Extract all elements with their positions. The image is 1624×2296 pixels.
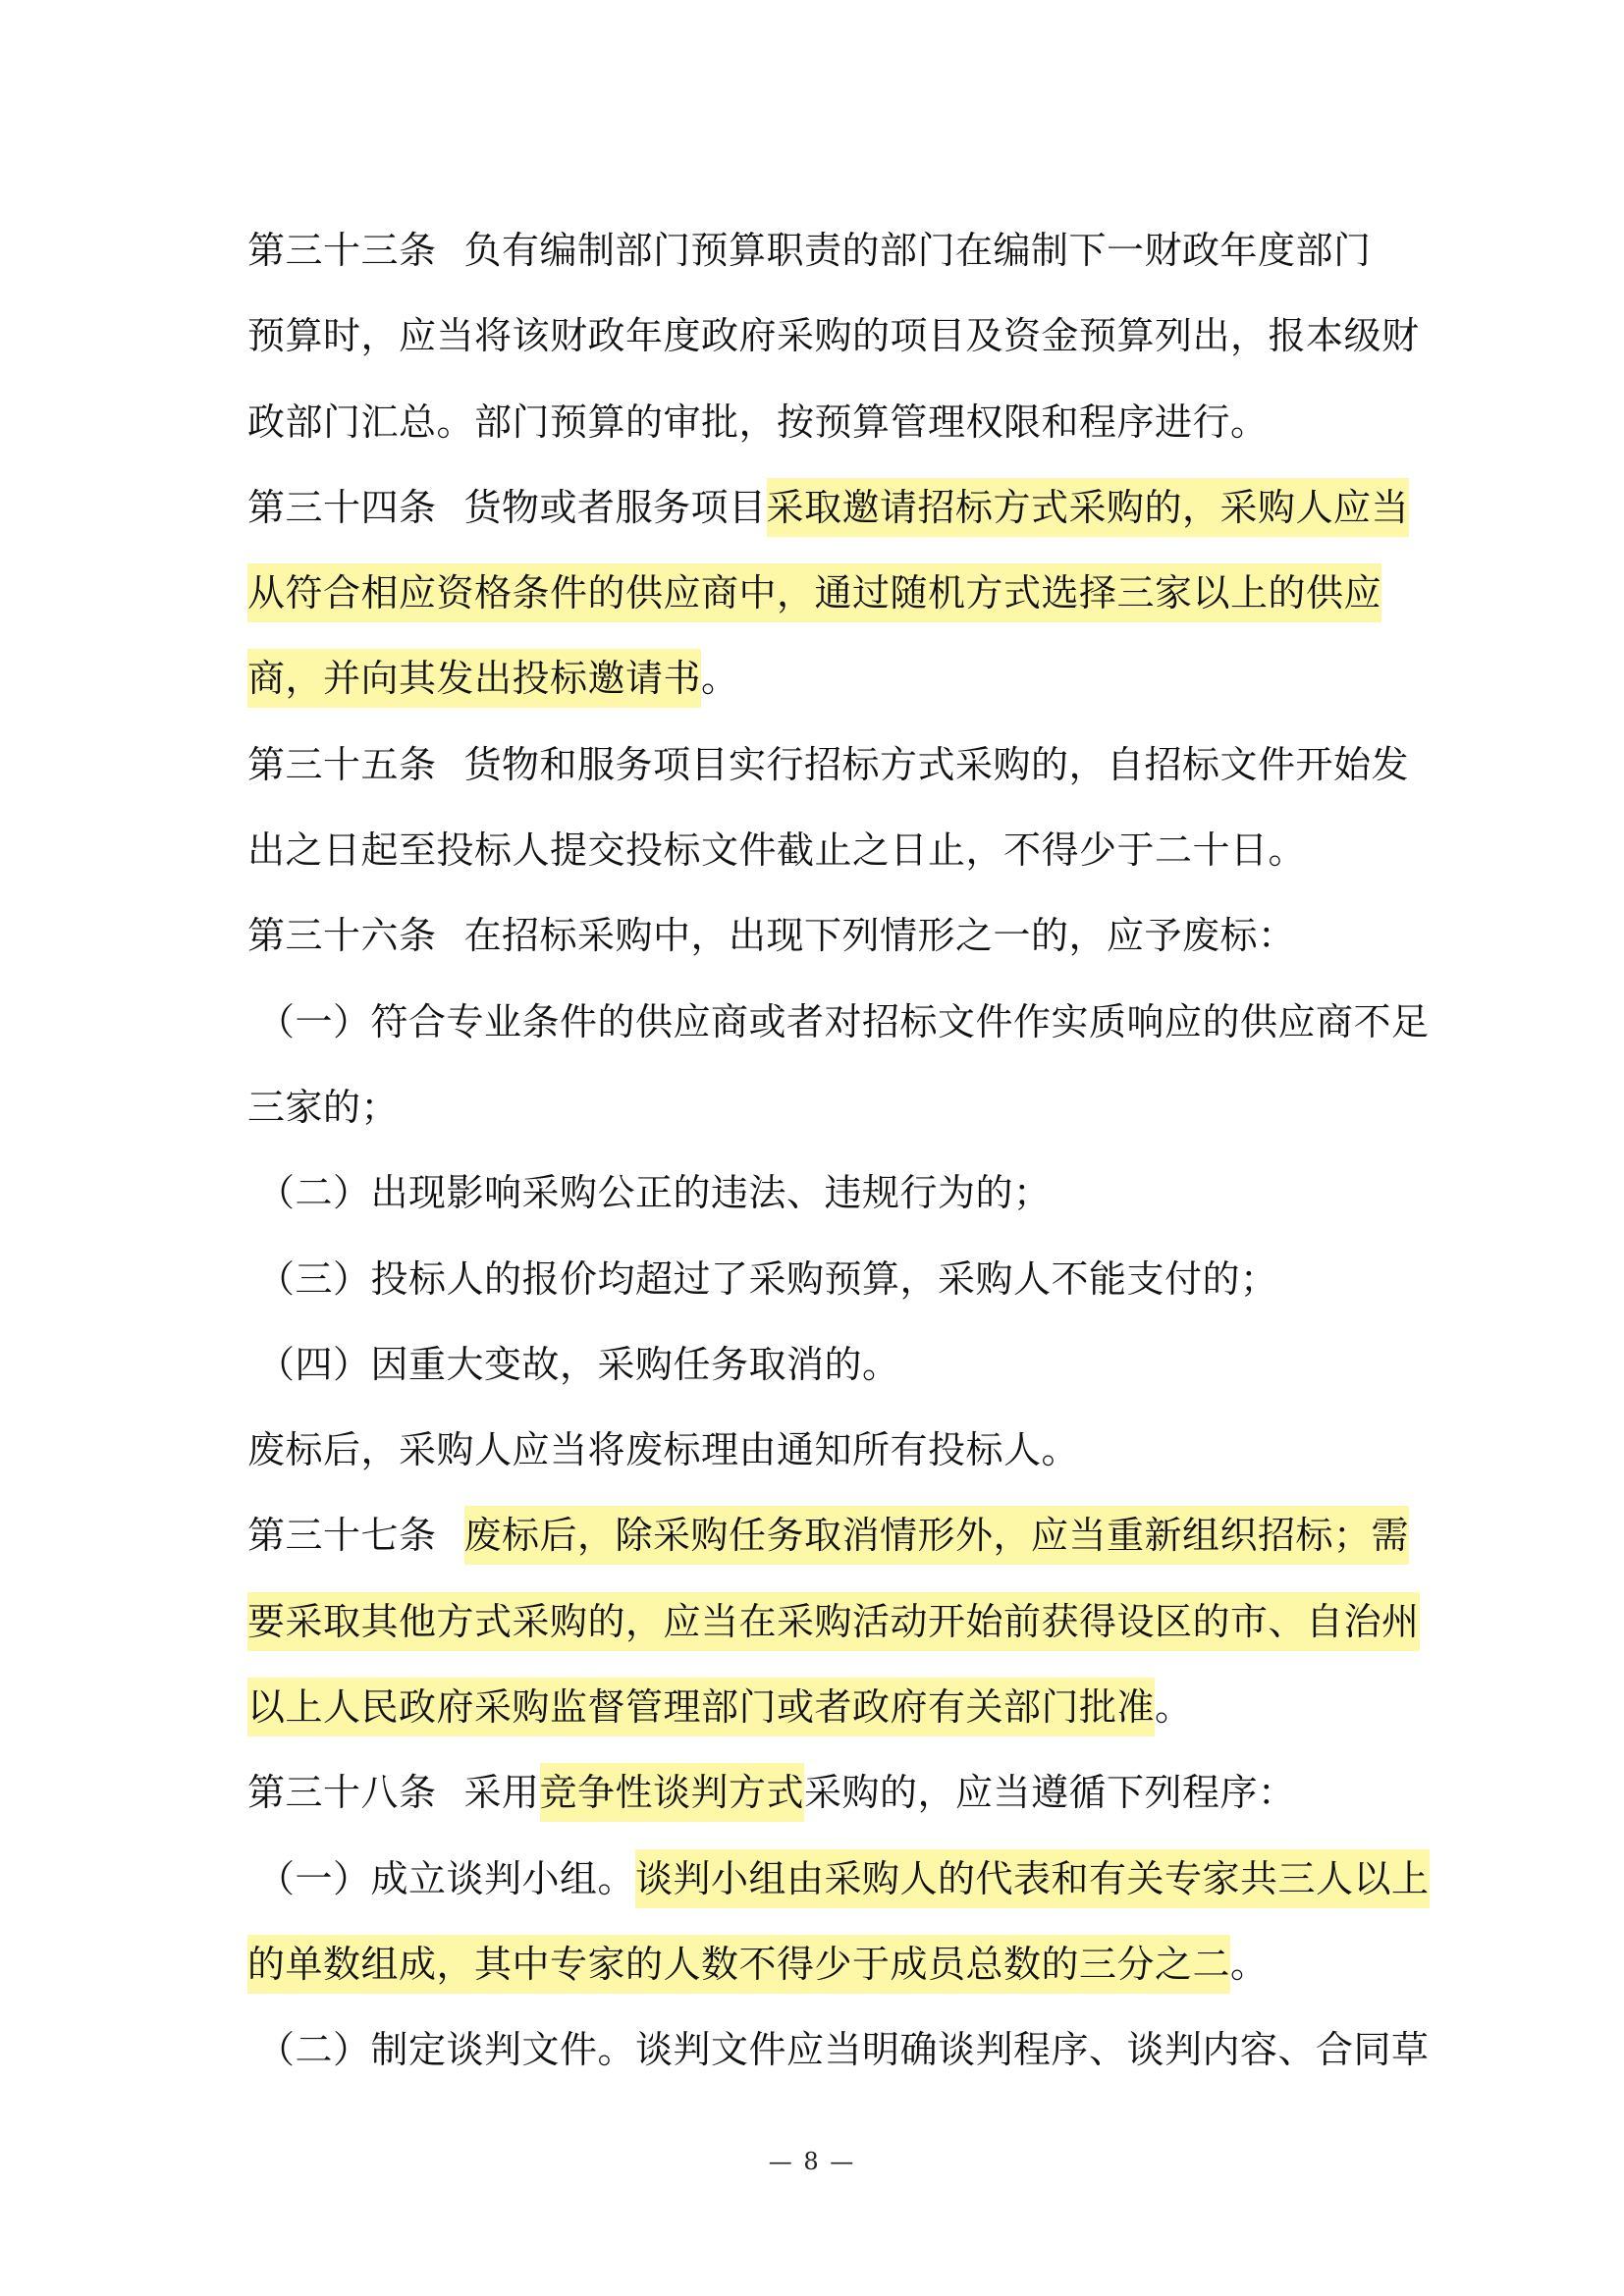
text-segment: 预算时，应当将该财政年度政府采购的项目及资金预算列出，报本级财 <box>247 314 1420 358</box>
text-segment: （四）因重大变故，采购任务取消的。 <box>257 1342 900 1386</box>
text-line <box>247 294 1420 379</box>
text-segment: （二）制定谈判文件。谈判文件应当明确谈判程序、谈判内容、合同草 <box>257 2028 1430 2072</box>
text-segment: 第三十六条 <box>247 914 437 958</box>
text-line <box>247 551 1396 636</box>
text-segment: 出之日起至投标人提交投标文件截止之日止，不得少于二十日。 <box>247 828 1307 873</box>
text-segment: 三家的； <box>247 1085 400 1129</box>
text-segment: （三）投标人的报价均超过了采购预算，采购人不能支付的； <box>257 1256 1278 1301</box>
text-segment: 第三十四条 <box>247 485 437 529</box>
text-line <box>247 1065 1396 1150</box>
text-line <box>247 1408 1396 1493</box>
text-segment: 第三十七条 <box>247 1514 437 1558</box>
text-line <box>247 1322 1396 1408</box>
text-segment: 第三十八条 <box>247 1771 437 1815</box>
text-line <box>247 1237 1396 1322</box>
document-body <box>247 208 1430 2094</box>
text-line <box>247 465 1410 551</box>
highlighted-text: 谈判小组由采购人的代表和有关专家共三人以上 <box>635 1849 1430 1908</box>
text-segment: 负有编制部门预算职责的部门在编制下一财政年度部门 <box>463 229 1372 272</box>
text-line <box>247 2007 1430 2093</box>
page-number: — 8 — <box>768 2148 856 2175</box>
text-segment: 货物或者服务项目 <box>463 485 767 529</box>
text-segment: （一）成立谈判小组。 <box>257 1856 636 1900</box>
text-line <box>247 893 1396 979</box>
text-line <box>247 980 1430 1065</box>
text-segment: 第三十三条 <box>247 229 437 272</box>
highlighted-text: 要采取其他方式采购的，应当在采购活动开始前获得设区的市、自治州 <box>247 1592 1420 1651</box>
text-line <box>247 208 1396 294</box>
text-segment: 采购的，应当遵循下列程序： <box>804 1771 1296 1815</box>
text-line <box>247 636 1396 721</box>
text-segment: 货物和服务项目实行招标方式采购的，自招标文件开始发 <box>463 742 1410 786</box>
text-line <box>247 722 1410 808</box>
highlighted-text: 废标后，除采购任务取消情形外，应当重新组织招标；需 <box>464 1506 1410 1565</box>
text-segment: 废标后，采购人应当将废标理由通知所有投标人。 <box>247 1428 1080 1472</box>
text-segment: 政部门汇总。部门预算的审批，按预算管理权限和程序进行。 <box>247 400 1269 444</box>
text-segment: 在招标采购中，出现下列情形之一的，应予废标： <box>463 914 1296 958</box>
highlighted-text: 采取邀请招标方式采购的，采购人应当 <box>767 478 1410 537</box>
text-segment: 第三十五条 <box>247 742 437 786</box>
text-segment: 。 <box>701 657 739 701</box>
text-line <box>247 808 1396 893</box>
text-line <box>247 1150 1396 1236</box>
text-segment: （二）出现影响采购公正的违法、违规行为的； <box>257 1171 1052 1215</box>
highlighted-text: 以上人民政府采购监督管理部门或者政府有关部门批准 <box>247 1678 1155 1736</box>
highlighted-text: 的单数组成，其中专家的人数不得少于成员总数的三分之二 <box>247 1935 1230 1994</box>
text-line <box>247 1579 1420 1665</box>
text-segment: 。 <box>1230 1942 1269 1986</box>
text-line <box>247 1922 1396 2007</box>
text-segment: 采用 <box>463 1771 540 1815</box>
text-line <box>247 1665 1396 1750</box>
text-line <box>247 1750 1396 1836</box>
highlighted-text: 商，并向其发出投标邀请书 <box>247 649 701 708</box>
text-line <box>247 1493 1410 1578</box>
highlighted-text: 从符合相应资格条件的供应商中，通过随机方式选择三家以上的供应 <box>247 563 1381 622</box>
text-line <box>247 1837 1430 1922</box>
text-segment: （一）符合专业条件的供应商或者对招标文件作实质响应的供应商不足 <box>257 999 1430 1043</box>
text-segment: 。 <box>1155 1685 1193 1730</box>
highlighted-text: 竞争性谈判方式 <box>540 1763 805 1822</box>
text-line <box>247 380 1396 465</box>
